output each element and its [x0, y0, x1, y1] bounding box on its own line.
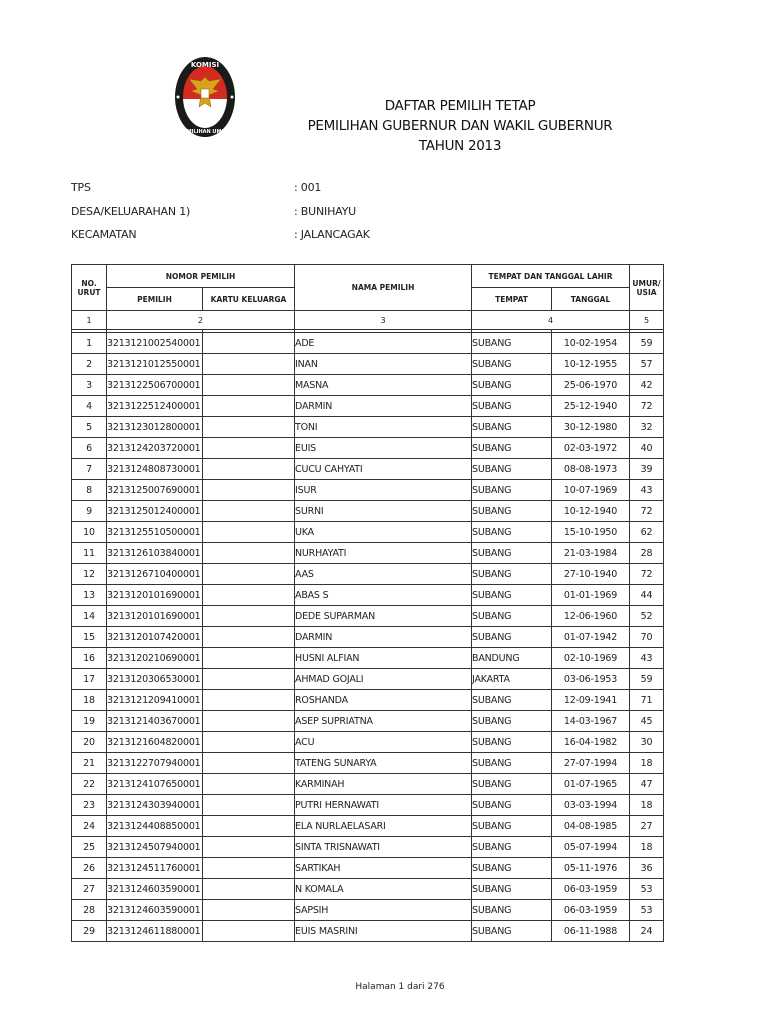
header-pemilih: PEMILIH: [107, 288, 203, 311]
table-row: [72, 354, 664, 375]
cell-row-number: 11: [72, 543, 107, 564]
cell-kartu-keluarga: [203, 522, 295, 543]
cell-nama-pemilih: EUIS MASRINI: [295, 921, 472, 942]
cell-nomor-pemilih: 3213122512400001: [107, 396, 203, 417]
cell-tempat-lahir: SUBANG: [472, 627, 552, 648]
table-row: [72, 396, 664, 417]
cell-nomor-pemilih: 3213124611880001: [107, 921, 203, 942]
cell-nomor-pemilih: 3213122707940001: [107, 753, 203, 774]
cell-tempat-lahir: SUBANG: [472, 900, 552, 921]
cell-nomor-pemilih: 3213124303940001: [107, 795, 203, 816]
table-row: [72, 795, 664, 816]
info-value: : JALANCAGAK: [294, 228, 370, 241]
cell-umur: 24: [630, 921, 664, 942]
cell-nomor-pemilih: 3213122506700001: [107, 375, 203, 396]
cell-nama-pemilih: AHMAD GOJALI: [295, 669, 472, 690]
cell-nama-pemilih: MASNA: [295, 375, 472, 396]
cell-tempat-lahir: SUBANG: [472, 564, 552, 585]
cell-tempat-lahir: SUBANG: [472, 438, 552, 459]
table-row: [72, 858, 664, 879]
cell-umur: 45: [630, 711, 664, 732]
cell-tanggal-lahir: 06-11-1988: [552, 921, 630, 942]
cell-tanggal-lahir: 06-03-1959: [552, 879, 630, 900]
cell-nomor-pemilih: 3213126103840001: [107, 543, 203, 564]
info-kecamatan: [71, 228, 370, 241]
column-number: 3: [295, 311, 472, 330]
cell-row-number: 24: [72, 816, 107, 837]
cell-umur: 44: [630, 585, 664, 606]
cell-tempat-lahir: SUBANG: [472, 879, 552, 900]
cell-row-number: 4: [72, 396, 107, 417]
cell-row-number: 23: [72, 795, 107, 816]
cell-nama-pemilih: SINTA TRISNAWATI: [295, 837, 472, 858]
cell-umur: 59: [630, 669, 664, 690]
cell-tanggal-lahir: 10-07-1969: [552, 480, 630, 501]
cell-kartu-keluarga: [203, 837, 295, 858]
cell-row-number: 16: [72, 648, 107, 669]
cell-tanggal-lahir: 12-09-1941: [552, 690, 630, 711]
cell-row-number: 10: [72, 522, 107, 543]
cell-nama-pemilih: TATENG SUNARYA: [295, 753, 472, 774]
info-label: TPS: [71, 181, 91, 194]
column-number: 1: [72, 311, 107, 330]
table-row: [72, 837, 664, 858]
title-line-3: TAHUN 2013: [418, 138, 502, 154]
cell-tanggal-lahir: 08-08-1973: [552, 459, 630, 480]
cell-kartu-keluarga: [203, 879, 295, 900]
cell-nama-pemilih: ROSHANDA: [295, 690, 472, 711]
kpu-logo: [173, 55, 237, 139]
cell-umur: 18: [630, 795, 664, 816]
cell-tempat-lahir: SUBANG: [472, 375, 552, 396]
cell-nomor-pemilih: 3213121403670001: [107, 711, 203, 732]
cell-nama-pemilih: TONI: [295, 417, 472, 438]
cell-nomor-pemilih: 3213123012800001: [107, 417, 203, 438]
cell-row-number: 9: [72, 501, 107, 522]
cell-umur: 72: [630, 396, 664, 417]
cell-row-number: 29: [72, 921, 107, 942]
cell-kartu-keluarga: [203, 564, 295, 585]
cell-kartu-keluarga: [203, 354, 295, 375]
cell-row-number: 2: [72, 354, 107, 375]
cell-tempat-lahir: SUBANG: [472, 837, 552, 858]
cell-nama-pemilih: DARMIN: [295, 396, 472, 417]
cell-row-number: 1: [72, 333, 107, 354]
cell-tempat-lahir: SUBANG: [472, 690, 552, 711]
cell-tempat-lahir: SUBANG: [472, 354, 552, 375]
cell-tanggal-lahir: 01-07-1942: [552, 627, 630, 648]
table-row: [72, 417, 664, 438]
table-row: [72, 648, 664, 669]
cell-tanggal-lahir: 01-01-1969: [552, 585, 630, 606]
info-desa: [71, 205, 356, 218]
cell-nama-pemilih: CUCU CAHYATI: [295, 459, 472, 480]
cell-umur: 28: [630, 543, 664, 564]
column-number: 2: [107, 311, 295, 330]
info-value: : 001: [294, 181, 322, 194]
document-title: [300, 98, 661, 162]
column-number: 5: [630, 311, 664, 330]
cell-row-number: 22: [72, 774, 107, 795]
table-row: [72, 732, 664, 753]
cell-tempat-lahir: SUBANG: [472, 816, 552, 837]
cell-kartu-keluarga: [203, 921, 295, 942]
cell-kartu-keluarga: [203, 648, 295, 669]
cell-umur: 43: [630, 648, 664, 669]
cell-tanggal-lahir: 21-03-1984: [552, 543, 630, 564]
cell-nomor-pemilih: 3213121012550001: [107, 354, 203, 375]
title-line-2: PEMILIHAN GUBERNUR DAN WAKIL GUBERNUR: [307, 118, 613, 134]
table-row: [72, 606, 664, 627]
cell-nomor-pemilih: 3213120101690001: [107, 585, 203, 606]
cell-nama-pemilih: HUSNI ALFIAN: [295, 648, 472, 669]
cell-nomor-pemilih: 3213124408850001: [107, 816, 203, 837]
table-row: [72, 375, 664, 396]
table-row: [72, 627, 664, 648]
table-row: [72, 774, 664, 795]
cell-nama-pemilih: ACU: [295, 732, 472, 753]
cell-tempat-lahir: SUBANG: [472, 795, 552, 816]
cell-row-number: 12: [72, 564, 107, 585]
cell-tempat-lahir: SUBANG: [472, 585, 552, 606]
cell-umur: 47: [630, 774, 664, 795]
info-label: KECAMATAN: [71, 228, 137, 241]
cell-kartu-keluarga: [203, 711, 295, 732]
table-row: [72, 585, 664, 606]
cell-row-number: 13: [72, 585, 107, 606]
table-row: [72, 690, 664, 711]
cell-kartu-keluarga: [203, 585, 295, 606]
table-row: [72, 438, 664, 459]
cell-tempat-lahir: SUBANG: [472, 774, 552, 795]
cell-kartu-keluarga: [203, 774, 295, 795]
cell-tempat-lahir: SUBANG: [472, 732, 552, 753]
cell-tempat-lahir: SUBANG: [472, 396, 552, 417]
cell-row-number: 18: [72, 690, 107, 711]
info-value: : BUNIHAYU: [294, 205, 356, 218]
cell-tanggal-lahir: 10-12-1955: [552, 354, 630, 375]
cell-tempat-lahir: SUBANG: [472, 417, 552, 438]
cell-nama-pemilih: SARTIKAH: [295, 858, 472, 879]
cell-nama-pemilih: SURNI: [295, 501, 472, 522]
cell-nama-pemilih: NURHAYATI: [295, 543, 472, 564]
cell-tempat-lahir: SUBANG: [472, 543, 552, 564]
cell-row-number: 25: [72, 837, 107, 858]
cell-nomor-pemilih: 3213124507940001: [107, 837, 203, 858]
cell-umur: 57: [630, 354, 664, 375]
cell-nomor-pemilih: 3213124603590001: [107, 879, 203, 900]
cell-row-number: 7: [72, 459, 107, 480]
table-row: [72, 501, 664, 522]
cell-nama-pemilih: N KOMALA: [295, 879, 472, 900]
cell-umur: 27: [630, 816, 664, 837]
table-row: [72, 669, 664, 690]
cell-tanggal-lahir: 25-12-1940: [552, 396, 630, 417]
cell-umur: 59: [630, 333, 664, 354]
cell-umur: 43: [630, 480, 664, 501]
table-row: [72, 459, 664, 480]
cell-nomor-pemilih: 3213120306530001: [107, 669, 203, 690]
cell-nomor-pemilih: 3213124107650001: [107, 774, 203, 795]
cell-kartu-keluarga: [203, 627, 295, 648]
cell-umur: 72: [630, 564, 664, 585]
table-row: [72, 333, 664, 354]
table-row: [72, 921, 664, 942]
header-umur: UMUR/ USIA: [630, 265, 664, 311]
cell-tempat-lahir: SUBANG: [472, 921, 552, 942]
cell-row-number: 5: [72, 417, 107, 438]
cell-nama-pemilih: ABAS S: [295, 585, 472, 606]
cell-nomor-pemilih: 3213124603590001: [107, 900, 203, 921]
cell-nomor-pemilih: 3213124203720001: [107, 438, 203, 459]
cell-umur: 40: [630, 438, 664, 459]
cell-umur: 53: [630, 879, 664, 900]
cell-nomor-pemilih: 3213121604820001: [107, 732, 203, 753]
cell-kartu-keluarga: [203, 459, 295, 480]
header-ttl: TEMPAT DAN TANGGAL LAHIR: [472, 265, 630, 288]
cell-tempat-lahir: SUBANG: [472, 606, 552, 627]
cell-tanggal-lahir: 16-04-1982: [552, 732, 630, 753]
column-number: 4: [472, 311, 630, 330]
cell-kartu-keluarga: [203, 669, 295, 690]
cell-umur: 62: [630, 522, 664, 543]
cell-kartu-keluarga: [203, 753, 295, 774]
cell-kartu-keluarga: [203, 732, 295, 753]
cell-tanggal-lahir: 03-03-1994: [552, 795, 630, 816]
cell-umur: 53: [630, 900, 664, 921]
info-tps: [71, 181, 322, 194]
cell-nomor-pemilih: 3213121002540001: [107, 333, 203, 354]
title-line-1: DAFTAR PEMILIH TETAP: [384, 98, 536, 114]
cell-tanggal-lahir: 04-08-1985: [552, 816, 630, 837]
cell-kartu-keluarga: [203, 417, 295, 438]
cell-tanggal-lahir: 27-07-1994: [552, 753, 630, 774]
cell-kartu-keluarga: [203, 900, 295, 921]
header-tanggal: TANGGAL: [552, 288, 630, 311]
cell-tanggal-lahir: 10-02-1954: [552, 333, 630, 354]
cell-row-number: 15: [72, 627, 107, 648]
cell-tempat-lahir: JAKARTA: [472, 669, 552, 690]
cell-tempat-lahir: SUBANG: [472, 711, 552, 732]
cell-kartu-keluarga: [203, 501, 295, 522]
cell-row-number: 6: [72, 438, 107, 459]
cell-nomor-pemilih: 3213121209410001: [107, 690, 203, 711]
table-row: [72, 522, 664, 543]
cell-row-number: 20: [72, 732, 107, 753]
cell-row-number: 28: [72, 900, 107, 921]
cell-nama-pemilih: AAS: [295, 564, 472, 585]
cell-tempat-lahir: BANDUNG: [472, 648, 552, 669]
cell-row-number: 26: [72, 858, 107, 879]
table-row: [72, 543, 664, 564]
cell-nomor-pemilih: 3213125510500001: [107, 522, 203, 543]
cell-nomor-pemilih: 3213125007690001: [107, 480, 203, 501]
cell-tanggal-lahir: 14-03-1967: [552, 711, 630, 732]
header-nama-pemilih: NAMA PEMILIH: [295, 265, 472, 311]
table-row: [72, 879, 664, 900]
cell-nomor-pemilih: 3213126710400001: [107, 564, 203, 585]
cell-nama-pemilih: ELA NURLAELASARI: [295, 816, 472, 837]
cell-tanggal-lahir: 10-12-1940: [552, 501, 630, 522]
page-number: Halaman 1 dari 276: [355, 982, 445, 992]
cell-row-number: 14: [72, 606, 107, 627]
table-row: [72, 753, 664, 774]
cell-nama-pemilih: ADE: [295, 333, 472, 354]
cell-row-number: 19: [72, 711, 107, 732]
voter-table: [71, 264, 664, 942]
header-kartu-keluarga: KARTU KELUARGA: [203, 288, 295, 311]
cell-row-number: 27: [72, 879, 107, 900]
cell-nomor-pemilih: 3213125012400001: [107, 501, 203, 522]
cell-nama-pemilih: DEDE SUPARMAN: [295, 606, 472, 627]
cell-nama-pemilih: PUTRI HERNAWATI: [295, 795, 472, 816]
cell-nama-pemilih: DARMIN: [295, 627, 472, 648]
cell-kartu-keluarga: [203, 858, 295, 879]
cell-kartu-keluarga: [203, 396, 295, 417]
table-row: [72, 711, 664, 732]
cell-umur: 18: [630, 837, 664, 858]
cell-tanggal-lahir: 27-10-1940: [552, 564, 630, 585]
cell-tanggal-lahir: 06-03-1959: [552, 900, 630, 921]
cell-umur: 52: [630, 606, 664, 627]
cell-nama-pemilih: ASEP SUPRIATNA: [295, 711, 472, 732]
cell-umur: 32: [630, 417, 664, 438]
cell-umur: 39: [630, 459, 664, 480]
cell-kartu-keluarga: [203, 375, 295, 396]
cell-kartu-keluarga: [203, 438, 295, 459]
cell-nomor-pemilih: 3213120101690001: [107, 606, 203, 627]
cell-tanggal-lahir: 02-03-1972: [552, 438, 630, 459]
cell-nama-pemilih: ISUR: [295, 480, 472, 501]
cell-tanggal-lahir: 01-07-1965: [552, 774, 630, 795]
cell-tanggal-lahir: 15-10-1950: [552, 522, 630, 543]
cell-tempat-lahir: SUBANG: [472, 753, 552, 774]
cell-umur: 42: [630, 375, 664, 396]
cell-nomor-pemilih: 3213120210690001: [107, 648, 203, 669]
cell-nomor-pemilih: 3213124511760001: [107, 858, 203, 879]
cell-kartu-keluarga: [203, 690, 295, 711]
table-row: [72, 480, 664, 501]
cell-kartu-keluarga: [203, 606, 295, 627]
svg-text:PEMILIHAN UMUM: PEMILIHAN UMUM: [179, 129, 231, 135]
cell-tanggal-lahir: 05-11-1976: [552, 858, 630, 879]
cell-tanggal-lahir: 12-06-1960: [552, 606, 630, 627]
table-row: [72, 816, 664, 837]
cell-nama-pemilih: UKA: [295, 522, 472, 543]
svg-text:KOMISI: KOMISI: [190, 61, 220, 69]
cell-nomor-pemilih: 3213120107420001: [107, 627, 203, 648]
cell-row-number: 3: [72, 375, 107, 396]
cell-nomor-pemilih: 3213124808730001: [107, 459, 203, 480]
cell-nama-pemilih: INAN: [295, 354, 472, 375]
cell-nama-pemilih: KARMINAH: [295, 774, 472, 795]
cell-tempat-lahir: SUBANG: [472, 333, 552, 354]
cell-umur: 72: [630, 501, 664, 522]
cell-tanggal-lahir: 25-06-1970: [552, 375, 630, 396]
info-label: DESA/KELUARAHAN 1): [71, 205, 191, 218]
cell-umur: 36: [630, 858, 664, 879]
header-nomor-pemilih: NOMOR PEMILIH: [107, 265, 295, 288]
cell-tanggal-lahir: 02-10-1969: [552, 648, 630, 669]
cell-kartu-keluarga: [203, 795, 295, 816]
cell-kartu-keluarga: [203, 816, 295, 837]
cell-tempat-lahir: SUBANG: [472, 459, 552, 480]
cell-kartu-keluarga: [203, 480, 295, 501]
cell-umur: 70: [630, 627, 664, 648]
table-row: [72, 900, 664, 921]
cell-kartu-keluarga: [203, 543, 295, 564]
header-tempat: TEMPAT: [472, 288, 552, 311]
cell-tempat-lahir: SUBANG: [472, 501, 552, 522]
cell-umur: 71: [630, 690, 664, 711]
table-row: [72, 564, 664, 585]
cell-tempat-lahir: SUBANG: [472, 858, 552, 879]
cell-row-number: 8: [72, 480, 107, 501]
cell-row-number: 21: [72, 753, 107, 774]
cell-nama-pemilih: SAPSIH: [295, 900, 472, 921]
cell-tempat-lahir: SUBANG: [472, 522, 552, 543]
header-no-urut: NO. URUT: [72, 265, 107, 311]
cell-tempat-lahir: SUBANG: [472, 480, 552, 501]
cell-tanggal-lahir: 05-07-1994: [552, 837, 630, 858]
cell-tanggal-lahir: 03-06-1953: [552, 669, 630, 690]
cell-tanggal-lahir: 30-12-1980: [552, 417, 630, 438]
cell-row-number: 17: [72, 669, 107, 690]
cell-umur: 18: [630, 753, 664, 774]
cell-kartu-keluarga: [203, 333, 295, 354]
cell-nama-pemilih: EUIS: [295, 438, 472, 459]
cell-umur: 30: [630, 732, 664, 753]
